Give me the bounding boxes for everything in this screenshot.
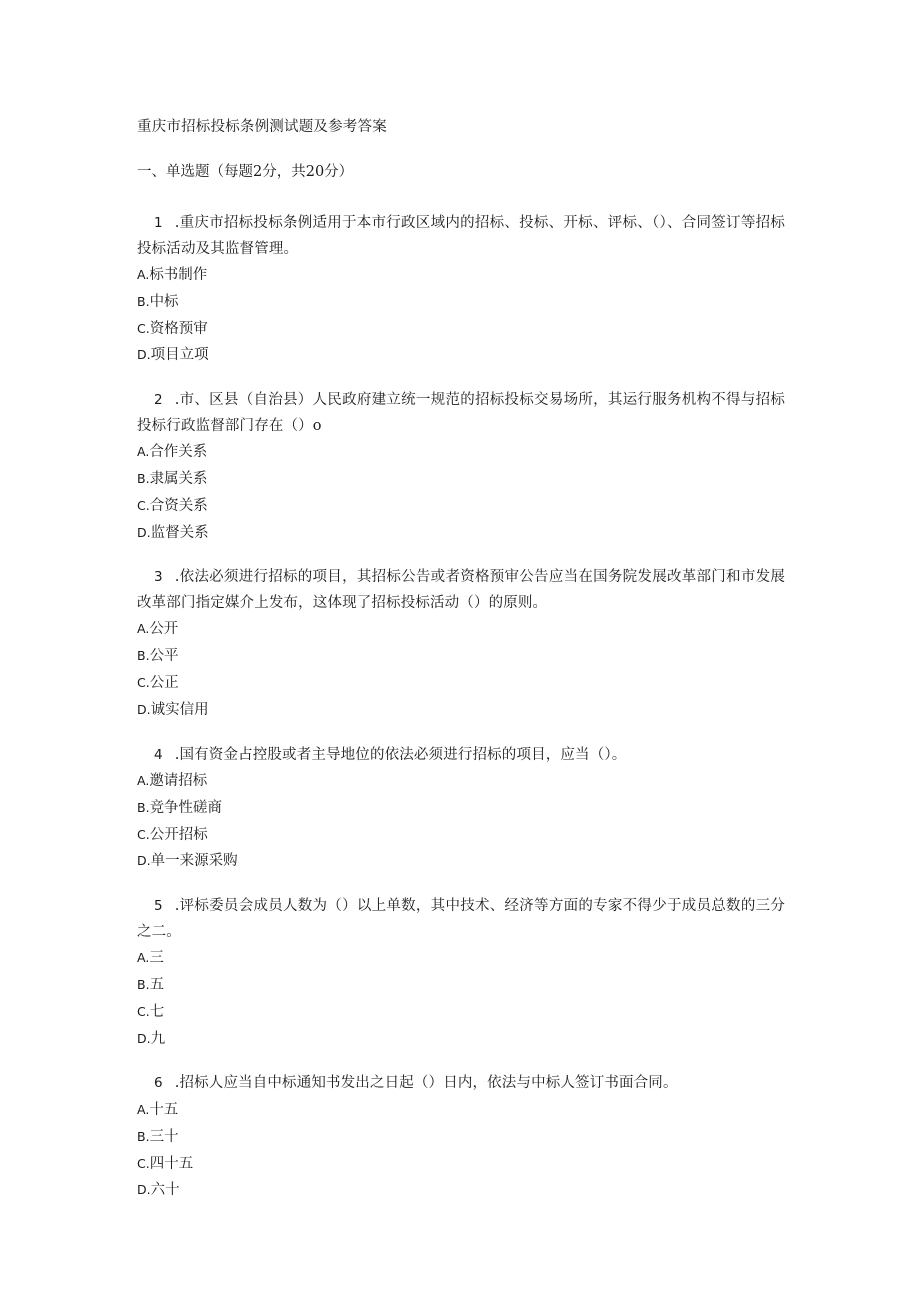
option-b — [137, 643, 785, 670]
option-b — [137, 1124, 785, 1151]
question-stem — [137, 1071, 785, 1097]
option-letter: D. — [137, 1030, 151, 1046]
option-a — [137, 1097, 785, 1124]
option-letter: B. — [137, 470, 150, 486]
option-b — [137, 289, 785, 316]
option-text: 公开招标 — [149, 826, 208, 843]
question-text: .市、区县（自治县）人民政府建立统一规范的招标投标交易场所，其运行服务机构不得与招标投标行政监督部门存在（）o — [137, 392, 785, 434]
option-letter: C. — [137, 826, 150, 842]
option-text: 竞争性磋商 — [149, 799, 223, 816]
option-c — [137, 493, 785, 520]
option-letter: C. — [137, 320, 150, 336]
option-text: 合作关系 — [149, 444, 208, 461]
option-letter: C. — [137, 674, 150, 690]
option-text: 六十 — [150, 1182, 180, 1199]
option-a — [137, 439, 785, 466]
option-letter: A. — [137, 267, 150, 282]
question-1 — [137, 211, 785, 369]
option-text: 隶属关系 — [149, 470, 208, 487]
option-text: 邀请招标 — [149, 773, 208, 790]
option-text: 诚实信用 — [150, 701, 209, 718]
option-letter: B. — [137, 1128, 150, 1144]
question-text: .招标人应当自中标通知书发出之日起（）日内，依法与中标人签订书面合同。 — [174, 1075, 678, 1092]
option-text: 三 — [149, 950, 164, 967]
question-number: 5 — [154, 898, 163, 915]
question-list — [137, 211, 785, 1223]
question-number: 6 — [154, 1075, 163, 1092]
option-text: 公开 — [149, 621, 179, 638]
option-d — [137, 1177, 785, 1204]
question-stem — [137, 388, 785, 439]
question-stem — [137, 894, 785, 945]
question-5 — [137, 894, 785, 1052]
option-a — [137, 768, 785, 795]
option-d — [137, 848, 785, 875]
option-letter: D. — [137, 853, 151, 869]
option-a — [137, 616, 785, 643]
option-text: 四十五 — [149, 1155, 194, 1172]
option-letter: B. — [137, 648, 150, 664]
option-a — [137, 945, 785, 972]
option-text: 公平 — [149, 648, 179, 665]
option-text: 单一来源采购 — [150, 853, 238, 870]
option-b — [137, 795, 785, 822]
option-text: 三十 — [149, 1128, 179, 1145]
option-letter: C. — [137, 1003, 150, 1019]
option-letter: D. — [137, 524, 151, 540]
option-text: 五 — [149, 977, 165, 994]
option-text: 九 — [150, 1030, 166, 1047]
question-number: 3 — [154, 569, 163, 586]
option-c — [137, 999, 785, 1026]
document-title: 重庆市招标投标条例测试题及参考答案 — [137, 119, 387, 135]
option-letter: B. — [137, 799, 150, 815]
option-text: 七 — [149, 1003, 165, 1020]
question-text: .国有资金占控股或者主导地位的依法必须进行招标的项目，应当（）。 — [174, 746, 627, 763]
question-stem — [137, 211, 785, 262]
option-letter: D. — [137, 701, 151, 717]
option-letter: C. — [137, 497, 150, 513]
question-3 — [137, 565, 785, 723]
option-letter: A. — [137, 621, 150, 637]
option-d — [137, 1026, 785, 1053]
question-number: 4 — [154, 746, 163, 763]
section-heading: 一、单选题（每题2分，共20分） — [137, 164, 354, 180]
option-c — [137, 670, 785, 697]
option-letter: D. — [137, 347, 151, 363]
option-text: 项目立项 — [150, 347, 209, 364]
option-text: 资格预审 — [149, 320, 208, 337]
option-letter: A. — [137, 444, 150, 460]
option-text: 公正 — [149, 674, 179, 691]
question-number: 1 — [154, 215, 163, 231]
question-text: .评标委员会成员人数为（）以上单数，其中技术、经济等方面的专家不得少于成员总数的三分之二。 — [137, 898, 785, 940]
option-text: 标书制作 — [149, 267, 208, 283]
option-text: 中标 — [149, 293, 179, 310]
option-b — [137, 466, 785, 493]
option-letter: A. — [137, 950, 150, 966]
option-text: 合资关系 — [149, 497, 208, 514]
option-letter: B. — [137, 293, 150, 309]
option-d — [137, 697, 785, 724]
option-d — [137, 520, 785, 547]
option-letter: B. — [137, 977, 150, 993]
question-4 — [137, 743, 785, 876]
question-stem — [137, 565, 785, 616]
option-c — [137, 316, 785, 343]
option-b — [137, 972, 785, 999]
question-2 — [137, 388, 785, 546]
option-a — [137, 262, 785, 289]
option-letter: C. — [137, 1155, 150, 1171]
question-text: .依法必须进行招标的项目，其招标公告或者资格预审公告应当在国务院发展改革部门和市发展改革部门指定媒介上发布，这体现了招标投标活动（）的原则。 — [137, 569, 785, 611]
option-text: 监督关系 — [150, 524, 209, 541]
option-letter: A. — [137, 1101, 150, 1117]
option-text: 十五 — [149, 1101, 179, 1118]
question-6 — [137, 1071, 785, 1204]
question-text: .重庆市招标投标条例适用于本市行政区域内的招标、投标、开标、评标、（）、合同签订等招标投标活动及其监督管理。 — [137, 215, 785, 257]
option-letter: D. — [137, 1182, 151, 1198]
option-c — [137, 822, 785, 849]
option-letter: A. — [137, 773, 150, 789]
option-d — [137, 342, 785, 369]
option-c — [137, 1151, 785, 1178]
question-number: 2 — [154, 392, 163, 409]
question-stem — [137, 743, 785, 769]
